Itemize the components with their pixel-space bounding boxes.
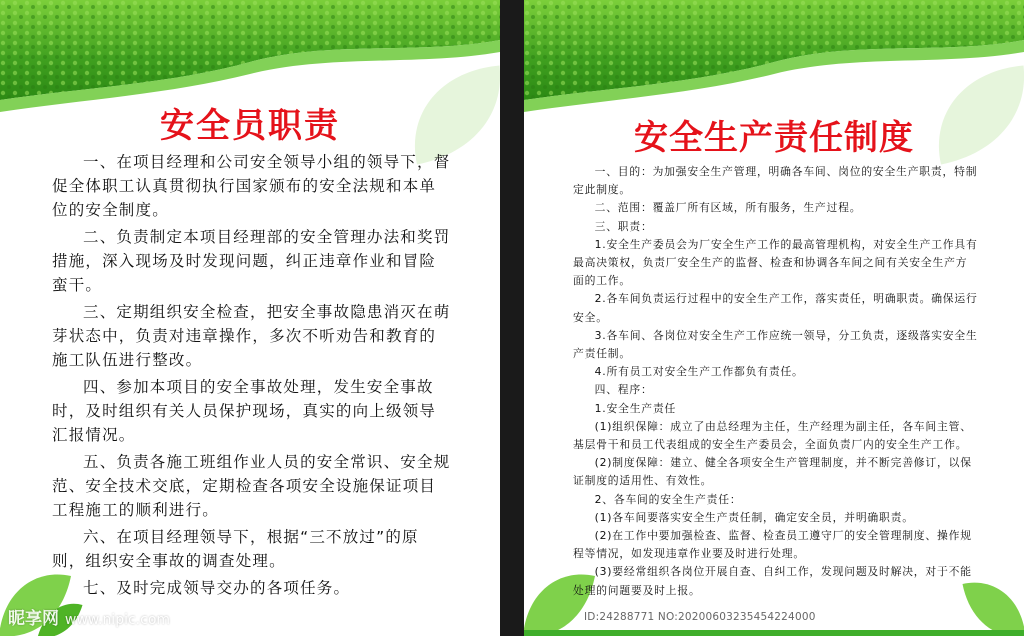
paragraph: (3)要经常组织各岗位开展自查、自纠工作，发现问题及时解决，对于不能处理的问题要及时上报。: [573, 565, 972, 597]
duties-text: [52, 150, 452, 600]
paragraph: 3.各车间、各岗位对安全生产工作应统一领导，分工负责，逐级落实安全生产责任制。: [573, 328, 978, 361]
page-title: 安全员职责: [160, 106, 340, 146]
paragraph: 七、及时完成领导交办的各项任务。: [83, 579, 351, 597]
paragraph: 2、各车间的安全生产责任：: [594, 492, 742, 506]
right-poster: [524, 0, 1024, 636]
watermark-logo: 昵享网: [8, 609, 59, 629]
page-title: 安全生产责任制度: [634, 118, 914, 158]
bottom-bar: [524, 630, 1024, 636]
paragraph: 一、在项目经理和公司安全领导小组的领导下，督促全体职工认真贯彻执行国家颁布的安全法规和本单位的安全制度。: [52, 153, 451, 219]
watermark-url: www.nipic.com: [64, 612, 171, 628]
paragraph: 二、范围：覆盖厂所有区域，所有服务，生产过程。: [594, 201, 862, 215]
paragraph: 一、目的：为加强安全生产管理，明确各车间、岗位的安全生产职责，特制定此制度。: [573, 165, 978, 197]
paragraph: 四、程序：: [594, 383, 653, 397]
paragraph: 4.所有员工对安全生产工作都负有责任。: [594, 365, 804, 379]
paragraph: 1.安全生产委员会为厂安全生产工作的最高管理机构，对安全生产工作具有最高决策权，负责厂安全生产的监督、检查和协调各车间之间有关安全生产方面的工作。: [573, 237, 978, 288]
watermark-id: ID:24288771 NO:20200603235454224000: [584, 611, 816, 623]
paragraph: 五、负责各施工班组作业人员的安全常识、安全规范、安全技术交底，定期检查各项安全设施保证项目工程施工的顺利进行。: [52, 453, 451, 519]
paragraph: 三、职责：: [594, 219, 653, 233]
paragraph: 六、在项目经理领导下，根据“三不放过”的原则，组织安全事故的调查处理。: [52, 528, 419, 570]
policy-text: [573, 163, 978, 600]
watermark: [8, 604, 170, 629]
paragraph: 1.安全生产责任: [594, 401, 677, 415]
paragraph: 二、负责制定本项目经理部的安全管理办法和奖罚措施，深入现场及时发现问题，纠正违章作业和冒险蛮干。: [52, 228, 451, 294]
paragraph: 三、定期组织安全检查，把安全事故隐患消灭在萌芽状态中，负责对违章操作，多次不听劝告和教育的施工队伍进行整改。: [52, 303, 451, 369]
paragraph: 2.各车间负责运行过程中的安全生产工作，落实责任，明确职责。确保运行安全。: [573, 292, 978, 324]
left-poster: [0, 0, 500, 636]
paragraph: (1)各车间要落实安全生产责任制，确定安全员，并明确职责。: [594, 510, 914, 524]
paragraph: (1)组织保障：成立了由总经理为主任，生产经理为副主任，各车间主管、基层骨干和员工代表组成的安全生产委员会，全面负责厂内的安全生产工作。: [573, 419, 972, 452]
paragraph: (2)制度保障：建立、健全各项安全生产管理制度，并不断完善修订，以保证制度的适用性、有效性。: [573, 456, 972, 488]
paragraph: (2)在工作中要加强检查、监督、检查员工遵守厂的安全管理制度、操作规程等情况，如发现违章作业要及时进行处理。: [573, 529, 972, 561]
paragraph: 四、参加本项目的安全事故处理，发生安全事故时，及时组织有关人员保护现场，真实的向上级领导汇报情况。: [52, 378, 437, 444]
